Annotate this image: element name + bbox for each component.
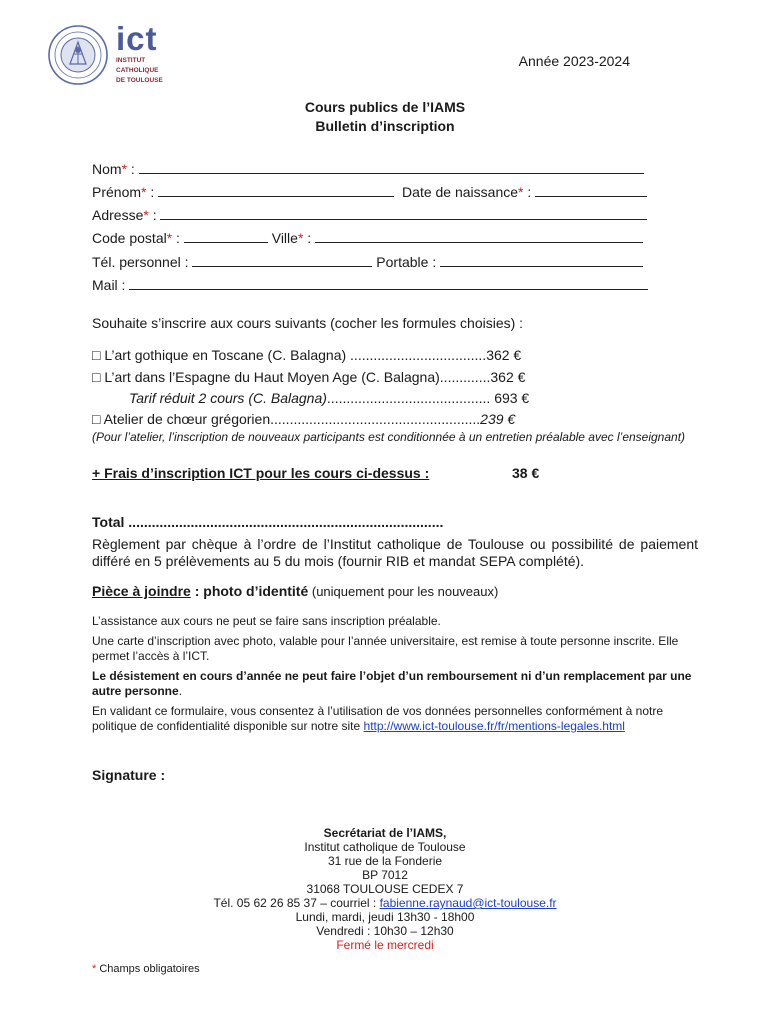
required-star: * <box>143 207 149 223</box>
info-p4 <box>92 704 698 734</box>
total-dots: ................................................................................. <box>124 514 444 530</box>
privacy-text: En validant ce formulaire, vous consentez à l’utilisation de vos données personnelles conformément à notre politique de confidentialité disponible sur notre site <box>92 704 663 733</box>
secretariat-line: BP 7012 <box>362 868 408 882</box>
course-dots: ............. <box>439 369 491 385</box>
closed-notice: Fermé le mercredi <box>336 938 434 952</box>
code-postal-label: Code postal <box>92 230 167 246</box>
required-star: * <box>297 230 304 246</box>
desistement-text: Le désistement en cours d’année ne peut faire l’objet d’un remboursement ni d’un remplacement par une autre personne <box>92 669 692 698</box>
ville-label: Ville <box>271 230 298 246</box>
seal-logo-icon <box>46 24 110 86</box>
email-link[interactable]: fabienne.raynaud@ict-toulouse.fr <box>379 896 557 910</box>
code-postal-field[interactable] <box>184 230 268 243</box>
mail-row <box>92 277 648 293</box>
piece-label: Pièce à joindre <box>92 583 191 599</box>
date-naissance-field[interactable] <box>535 184 647 197</box>
course-label: Tarif réduit 2 cours (C. Balagna) <box>129 390 327 406</box>
required-star: * <box>166 230 173 246</box>
hours-line: Vendredi : 10h30 – 12h30 <box>316 924 454 938</box>
checkbox[interactable]: □ <box>92 411 101 427</box>
nom-label: Nom <box>92 161 122 177</box>
date-naissance-label: Date de naissance <box>402 184 519 200</box>
page-title: Cours publics de l’IAMS <box>304 99 466 115</box>
logo-subtitle-2: CATHOLIQUE <box>116 67 159 74</box>
course-item <box>92 347 521 363</box>
nom-row: Nom* : <box>92 161 644 177</box>
adresse-label: Adresse <box>92 207 144 223</box>
course-label: Atelier de chœur grégorien <box>103 411 271 427</box>
secretariat-title: Secrétariat de l’IAMS, <box>323 826 447 840</box>
ict-logo <box>116 20 163 84</box>
reglement-text: Règlement par chèque à l’ordre de l’Institut catholique de Toulouse ou possibilité de paiement différé en 5 prélèvements au 5 du mois (fournir RIB et mandat SEPA complété). <box>92 536 698 569</box>
frais-row <box>92 465 429 481</box>
required-star: * <box>518 184 524 200</box>
info-p1: L’assistance aux cours ne peut se faire sans inscription préalable. <box>92 614 441 628</box>
secretariat-contact <box>0 896 770 911</box>
academic-year: Année 2023-2024 <box>518 53 630 69</box>
course-price: 239 € <box>480 411 516 427</box>
mail-field[interactable] <box>129 277 648 290</box>
course-dots: ................................... <box>346 347 487 363</box>
course-label: L’art gothique en Toscane (C. Balagna) <box>104 347 347 363</box>
adresse-field[interactable] <box>160 207 647 220</box>
info-p2: Une carte d’inscription avec photo, valable pour l’année universitaire, est remise à toute personne inscrite. Elle permet l’accès à l’ICT. <box>92 634 679 663</box>
piece-value: : photo d’identité <box>190 583 309 599</box>
logo-subtitle-1: INSTITUT <box>116 57 146 64</box>
nom-field[interactable] <box>139 161 644 174</box>
frais-amount: 38 € <box>512 465 540 481</box>
secretariat-line: Institut catholique de Toulouse <box>304 840 466 854</box>
tel-label: Tél. personnel : <box>92 254 189 270</box>
frais-label: + Frais d’inscription ICT pour les cours ci-dessus : <box>92 465 430 481</box>
required-star: * <box>92 963 97 975</box>
atelier-note: (Pour l’atelier, l’inscription de nouveaux participants est conditionnée à un entretien préalable avec l’enseignant) <box>92 430 686 444</box>
secretariat-line: 31068 TOULOUSE CEDEX 7 <box>306 882 464 896</box>
checkbox[interactable]: □ <box>92 369 101 385</box>
course-price: 362 € <box>490 369 526 385</box>
course-item <box>92 369 525 385</box>
logo-name: ict <box>116 20 158 57</box>
info-p3: Le désistement en cours d’année ne peut faire l’objet d’un remboursement ni d’un remplacement par une autre personne. <box>92 669 692 698</box>
course-dots: ...................................................... <box>270 411 481 427</box>
piece-row <box>92 583 498 599</box>
piece-note: (uniquement pour les nouveaux) <box>308 584 499 599</box>
checkbox[interactable]: □ <box>92 347 101 363</box>
ville-field[interactable] <box>315 230 643 243</box>
total-label: Total <box>92 514 125 530</box>
courses-intro: Souhaite s’inscrire aux cours suivants (cocher les formules choisies) : <box>92 315 524 331</box>
code-postal-row: Code postal* : Ville* : <box>92 230 643 246</box>
required-star: * <box>141 184 147 200</box>
privacy-link[interactable]: http://www.ict-toulouse.fr/fr/mentions-legales.html <box>363 719 625 733</box>
required-star: * <box>121 161 128 177</box>
footnote-text: Champs obligatoires <box>96 963 200 975</box>
logo-subtitle-3: DE TOULOUSE <box>116 77 163 84</box>
page-subtitle: Bulletin d’inscription <box>315 118 455 134</box>
prenom-row: Prénom* : Date de naissance* : <box>92 184 647 200</box>
total-row <box>92 514 443 530</box>
tel-text: Tél. 05 62 26 85 37 – courriel : <box>213 896 380 910</box>
tel-row <box>92 254 643 270</box>
secretariat-line: 31 rue de la Fonderie <box>327 854 443 868</box>
course-price: 693 € <box>494 390 530 406</box>
adresse-row: Adresse* : <box>92 207 647 223</box>
tel-field[interactable] <box>192 254 372 267</box>
prenom-field[interactable] <box>158 184 394 197</box>
course-item <box>129 390 529 406</box>
course-dots: .......................................... <box>326 390 495 406</box>
hours-line: Lundi, mardi, jeudi 13h30 - 18h00 <box>295 910 475 924</box>
course-price: 362 € <box>486 347 522 363</box>
mail-label: Mail : <box>92 277 126 293</box>
portable-label: Portable : <box>376 254 437 270</box>
course-item <box>92 411 515 427</box>
prenom-label: Prénom <box>92 184 142 200</box>
portable-field[interactable] <box>440 254 643 267</box>
footnote <box>92 963 200 975</box>
signature-label: Signature : <box>92 767 166 783</box>
course-label: L’art dans l’Espagne du Haut Moyen Age (C. Balagna) <box>104 369 440 385</box>
